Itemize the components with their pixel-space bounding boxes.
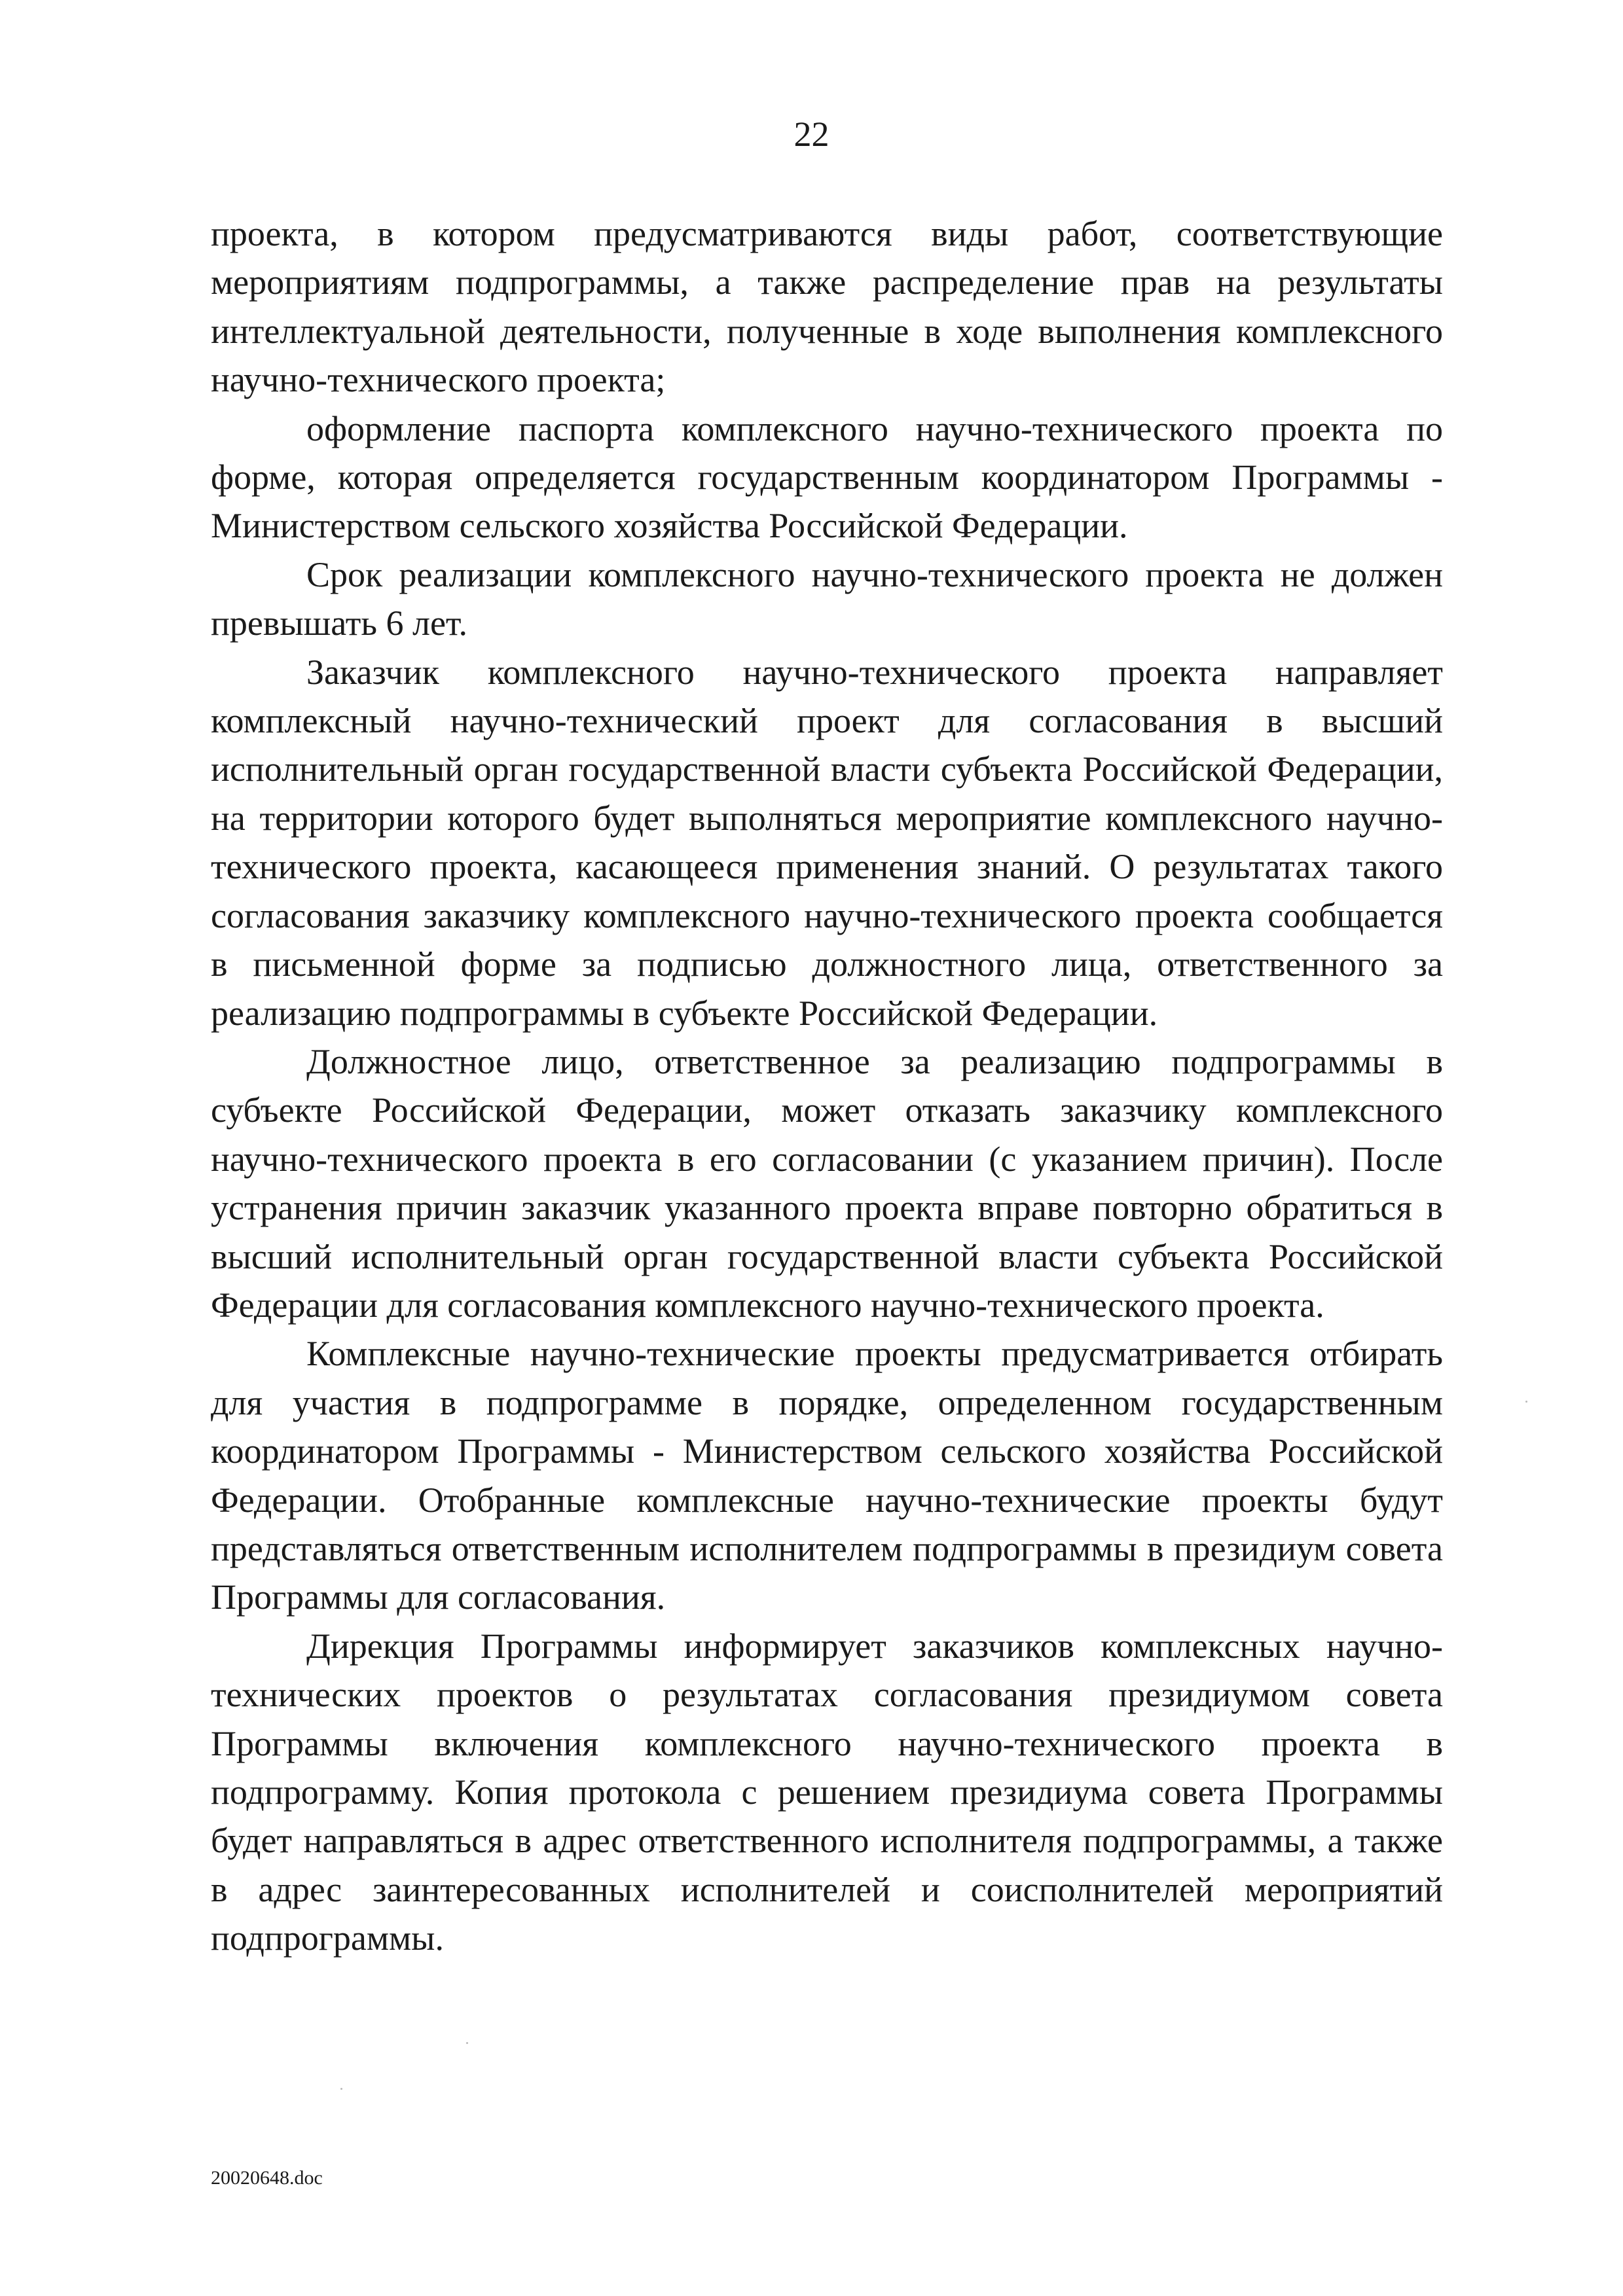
paragraph-3: Срок реализации комплексного научно-технического проекта не должен превышать 6 лет.: [211, 554, 1443, 643]
document-body: [211, 209, 1443, 1963]
paragraph-4: Заказчик комплексного научно-технического проекта направляет комплексный научно-технический проект для согласования в высший исполнительный орган государственной власти субъекта Российской Федерации, на территории которого будет выполняться мероприятие комплексного научно-технического проекта, касающееся применения знаний. О результатах такого согласования заказчику комплексного научно-технического проекта сообщается в письменной форме за подписью должностного лица, ответственного за реализацию подпрограммы в субъекте Российской Федерации.: [211, 652, 1443, 1033]
paragraph-7: Дирекция Программы информирует заказчиков комплексных научно-технических проектов о результатах согласования президиумом совета Программы включения комплексного научно-технического проекта в подпрограмму. Копия протокола с решением президиума совета Программы будет направляться в адрес ответственного исполнителя подпрограммы, а также в адрес заинтересованных исполнителей и соисполнителей мероприятий подпрограммы.: [211, 1626, 1443, 1958]
page-number: 22: [793, 115, 830, 154]
paragraph-1: проекта, в котором предусматриваются виды работ, соответствующие мероприятиям подпрограммы, а также распределение прав на результаты интеллектуальной деятельности, полученные в ходе выполнения комплексного научно-технического проекта;: [211, 214, 1443, 400]
scan-speck: [466, 2042, 468, 2044]
paragraph-6: Комплексные научно-технические проекты предусматривается отбирать для участия в подпрограмме в порядке, определенном государственным координатором Программы - Министерством сельского хозяйства Российской Федерации. Отобранные комплексные научно-технические проекты будут представляться ответственным исполнителем подпрограммы в президиум совета Программы для согласования.: [211, 1334, 1443, 1617]
scan-speck: [340, 2088, 342, 2090]
scan-speck: [1525, 1401, 1527, 1403]
paragraph-2: оформление паспорта комплексного научно-технического проекта по форме, которая определяется государственным координатором Программы - Министерством сельского хозяйства Российской Федерации.: [211, 408, 1443, 546]
paragraph-5: Должностное лицо, ответственное за реализацию подпрограммы в субъекте Российской Федерации, может отказать заказчику комплексного научно-технического проекта в его согласовании (с указанием причин). После устранения причин заказчик указанного проекта вправе повторно обратиться в высший исполнительный орган государственной власти субъекта Российской Федерации для согласования комплексного научно-технического проекта.: [211, 1041, 1443, 1325]
footer-file-code: 20020648.doc: [211, 2167, 323, 2189]
